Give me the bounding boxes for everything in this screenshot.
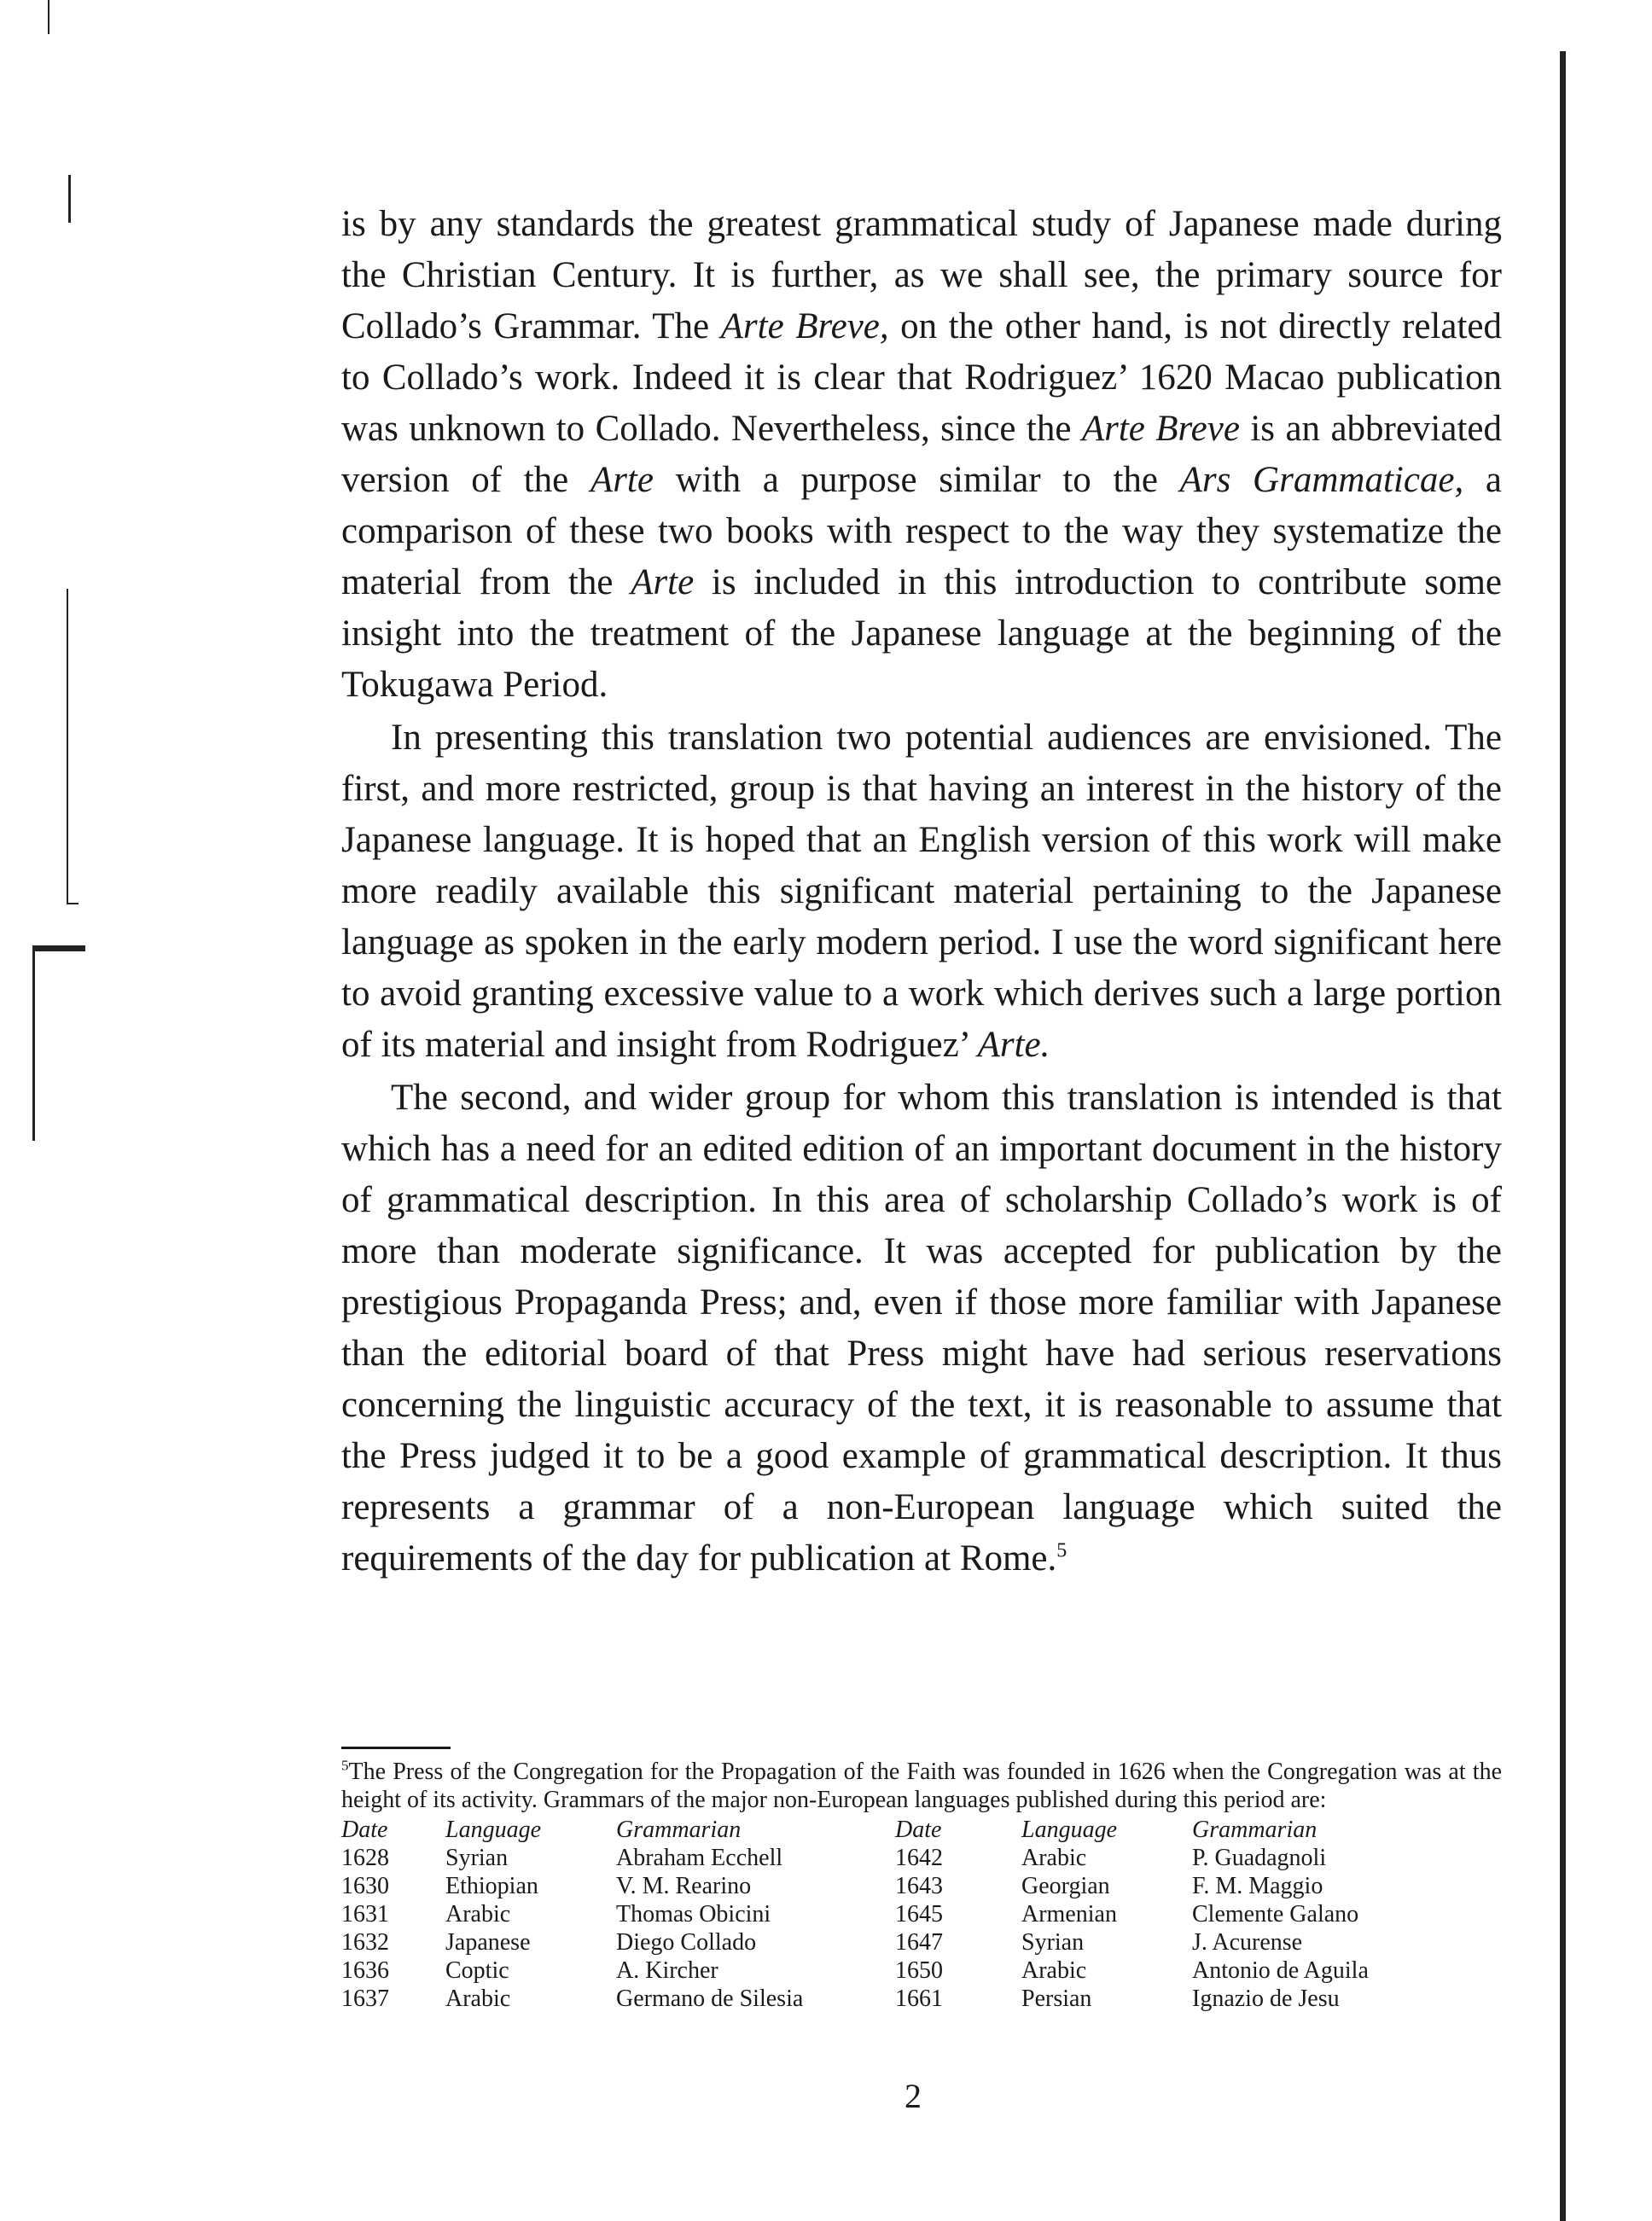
italic-title: Arte.	[977, 1025, 1050, 1065]
table-cell: 1647	[895, 1929, 943, 1956]
footnote	[341, 1758, 1502, 2013]
table-row	[341, 1900, 1448, 1928]
paragraph	[341, 1073, 1502, 1584]
table-cell: 1632	[341, 1929, 389, 1956]
scan-edge-mark	[32, 951, 35, 1141]
table-cell: F. M. Maggio	[1192, 1873, 1323, 1899]
table-cell: Georgian	[1021, 1873, 1110, 1899]
table-cell: 1631	[341, 1901, 389, 1927]
table-cell: Japanese	[445, 1929, 531, 1956]
table-cell: 1643	[895, 1873, 943, 1899]
scan-edge-mark	[32, 945, 85, 951]
paragraph	[341, 199, 1502, 711]
table-cell: Abraham Ecchell	[616, 1845, 783, 1871]
table-cell: Thomas Obicini	[616, 1901, 771, 1927]
text-run: on the other hand, is not directly related to Collado’s work. Indeed it is clear that Rodriguez’ 1620 Macao publication was unknown to Collado. Nevertheless, since the	[341, 306, 1502, 449]
table-cell: 1637	[341, 1986, 389, 2012]
table-cell: V. M. Rearino	[616, 1873, 752, 1899]
text-run: is by any standards the greatest grammatical study of Japanese made during the Christian Century. It is further, as we shall see, the primary source for Collado’s Grammar. The	[341, 204, 1502, 346]
text-run: a comparison of these two books with respect to the way they systematize the material from the	[341, 460, 1503, 602]
grammars-table	[341, 1816, 1448, 2013]
scan-edge-mark	[67, 903, 79, 904]
table-cell: Syrian	[1021, 1929, 1085, 1956]
paragraph	[341, 712, 1502, 1071]
table-cell: Coptic	[445, 1957, 509, 1984]
table-row	[341, 1844, 1448, 1872]
table-body	[341, 1844, 1448, 2013]
italic-title: Arte	[590, 460, 654, 500]
footnote-rule	[341, 1747, 451, 1749]
table-cell: Germano de Silesia	[616, 1986, 804, 2012]
scan-edge-mark	[1560, 51, 1566, 2221]
table-row	[341, 1928, 1448, 1956]
table-cell: 1628	[341, 1845, 389, 1871]
scan-edge-mark	[68, 175, 71, 223]
text-run: with a purpose similar to the	[653, 460, 1180, 500]
table-cell: Armenian	[1021, 1901, 1117, 1927]
table-cell: Ignazio de Jesu	[1192, 1986, 1340, 2012]
column-header: Date	[895, 1817, 942, 1843]
table-cell: 1661	[895, 1986, 943, 2012]
column-header: Grammarian	[1192, 1817, 1318, 1843]
table-cell: 1642	[895, 1845, 943, 1871]
footnote-marker: 5	[341, 1757, 349, 1774]
table-cell: Arabic	[445, 1986, 511, 2012]
text-run: is an abbreviated version of the	[341, 409, 1502, 500]
table-header-row	[341, 1816, 1448, 1844]
table-cell: J. Acurense	[1192, 1929, 1303, 1956]
table-cell: A. Kircher	[616, 1957, 718, 1984]
text-run: The second, and wider group for whom this translation is intended is that which has a need for an edited edition of an important document in the history of grammatical description. In this area of scholarship Collado’s work is of more than moderate significance. It was accepted for publication by the prestigious Propaganda Press; and, even if those more familiar with Japanese than the editorial board of that Press might have had serious reservations concerning the linguistic accuracy of the text, it is reasonable to assume that the Press judged it to be a good example of grammatical description. It thus represents a grammar of a non-European language which suited the requirements of the day for publication at Rome.	[341, 1078, 1502, 1579]
scan-edge-mark	[67, 589, 68, 904]
table-cell: 1630	[341, 1873, 389, 1899]
column-header: Date	[341, 1817, 388, 1843]
italic-title: Arte Breve,	[720, 306, 889, 346]
table-cell: Persian	[1021, 1986, 1092, 2012]
footnote-body: The Press of the Congregation for the Propagation of the Faith was founded in 1626 when the Congregation was at the height of its activity. Grammars of the major non-European languages published during this period are:	[341, 1759, 1502, 1813]
text-run: is included in this introduction to contribute some insight into the treatment of the Japanese language at the beginning of the Tokugawa Period.	[341, 562, 1502, 705]
table-cell: 1636	[341, 1957, 389, 1984]
table-cell: Clemente Galano	[1192, 1901, 1359, 1927]
footnote-text	[341, 1758, 1502, 1814]
scan-edge-mark	[48, 0, 49, 34]
table-cell: Diego Collado	[616, 1929, 757, 1956]
text-run: In presenting this translation two potential audiences are envisioned. The first, and more restricted, group is that having an interest in the history of the Japanese language. It is hoped that an English version of this work will make more readily available this significant material pertaining to the Japanese language as spoken in the early modern period. I use the word significant here to avoid granting excessive value to a work which derives such a large portion of its material and insight from Rodriguez’	[341, 718, 1502, 1065]
table-cell: Syrian	[445, 1845, 509, 1871]
table-cell: 1650	[895, 1957, 943, 1984]
italic-title: Ars Grammaticae,	[1179, 460, 1464, 500]
table-cell: Antonio de Aguila	[1192, 1957, 1369, 1984]
column-header: Grammarian	[616, 1817, 742, 1843]
table-row	[341, 1956, 1448, 1985]
column-header: Language	[1021, 1817, 1117, 1843]
column-header: Language	[445, 1817, 541, 1843]
table-cell: Arabic	[1021, 1957, 1087, 1984]
table-cell: Ethiopian	[445, 1873, 538, 1899]
body-text	[341, 199, 1502, 1584]
table-cell: P. Guadagnoli	[1192, 1845, 1327, 1871]
page-number: 2	[905, 2077, 922, 2115]
table-row	[341, 1985, 1448, 2013]
table-cell: 1645	[895, 1901, 943, 1927]
italic-title: Arte Breve	[1081, 409, 1240, 449]
footnote-reference: 5	[1056, 1539, 1067, 1562]
table-row	[341, 1872, 1448, 1900]
italic-title: Arte	[631, 562, 695, 602]
table-cell: Arabic	[445, 1901, 511, 1927]
table-cell: Arabic	[1021, 1845, 1087, 1871]
